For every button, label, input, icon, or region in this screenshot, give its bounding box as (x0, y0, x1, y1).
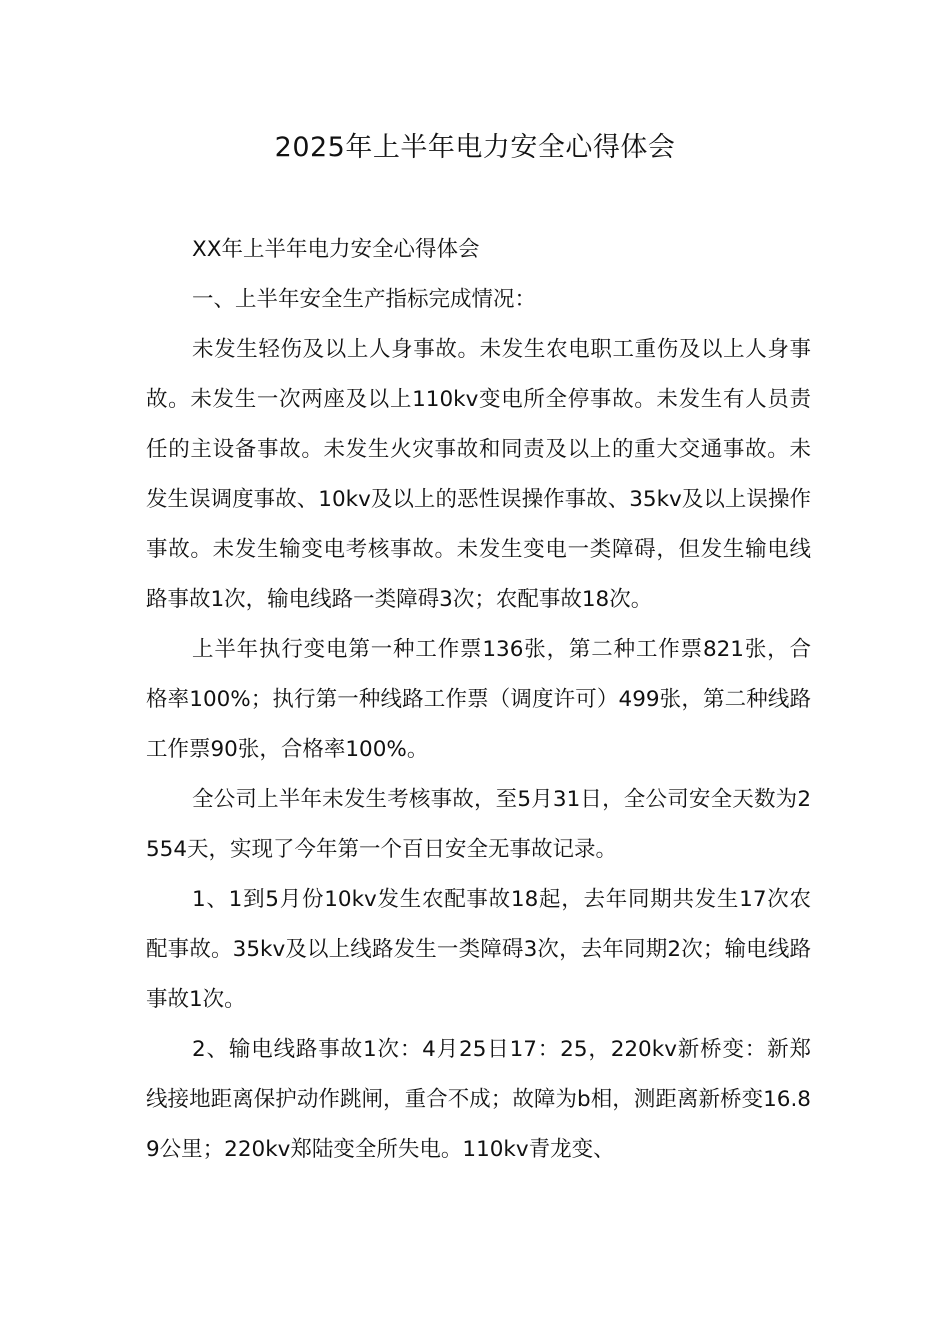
paragraph-item-2: 2、输电线路事故1次：4月25日17：25，220kv新桥变：新郑线接地距离保护动作跳闸，重合不成；故障为b相，测距离新桥变16.89公里；220kv郑陆变全所失电。110kv青龙变、 (146, 1037, 811, 1162)
document-title: 2025年上半年电力安全心得体会 (274, 132, 676, 163)
paragraph-accident-summary: 未发生轻伤及以上人身事故。未发生农电职工重伤及以上人身事故。未发生一次两座及以上110kv变电所全停事故。未发生有人员责任的主设备事故。未发生火灾事故和同责及以上的重大交通事故。未发生误调度事故、10kv及以上的恶性误操作事故、35kv及以上误操作事故。未发生输变电考核事故。未发生变电一类障碍，但发生输电线路事故1次，输电线路一类障碍3次；农配事故18次。 (146, 337, 811, 612)
document-body (146, 225, 811, 1175)
paragraph-subtitle: XX年上半年电力安全心得体会 (192, 237, 480, 262)
paragraph-item-1: 1、1到5月份10kv发生农配事故18起，去年同期共发生17次农配事故。35kv及以上线路发生一类障碍3次，去年同期2次；输电线路事故1次。 (146, 887, 811, 1012)
paragraph-section-heading: 一、上半年安全生产指标完成情况： (192, 287, 537, 312)
paragraph-safety-days: 全公司上半年未发生考核事故，至5月31日，全公司安全天数为2554天，实现了今年第一个百日安全无事故记录。 (146, 787, 811, 862)
paragraph-work-tickets: 上半年执行变电第一种工作票136张，第二种工作票821张，合格率100%；执行第一种线路工作票（调度许可）499张，第二种线路工作票90张，合格率100%。 (146, 637, 811, 762)
